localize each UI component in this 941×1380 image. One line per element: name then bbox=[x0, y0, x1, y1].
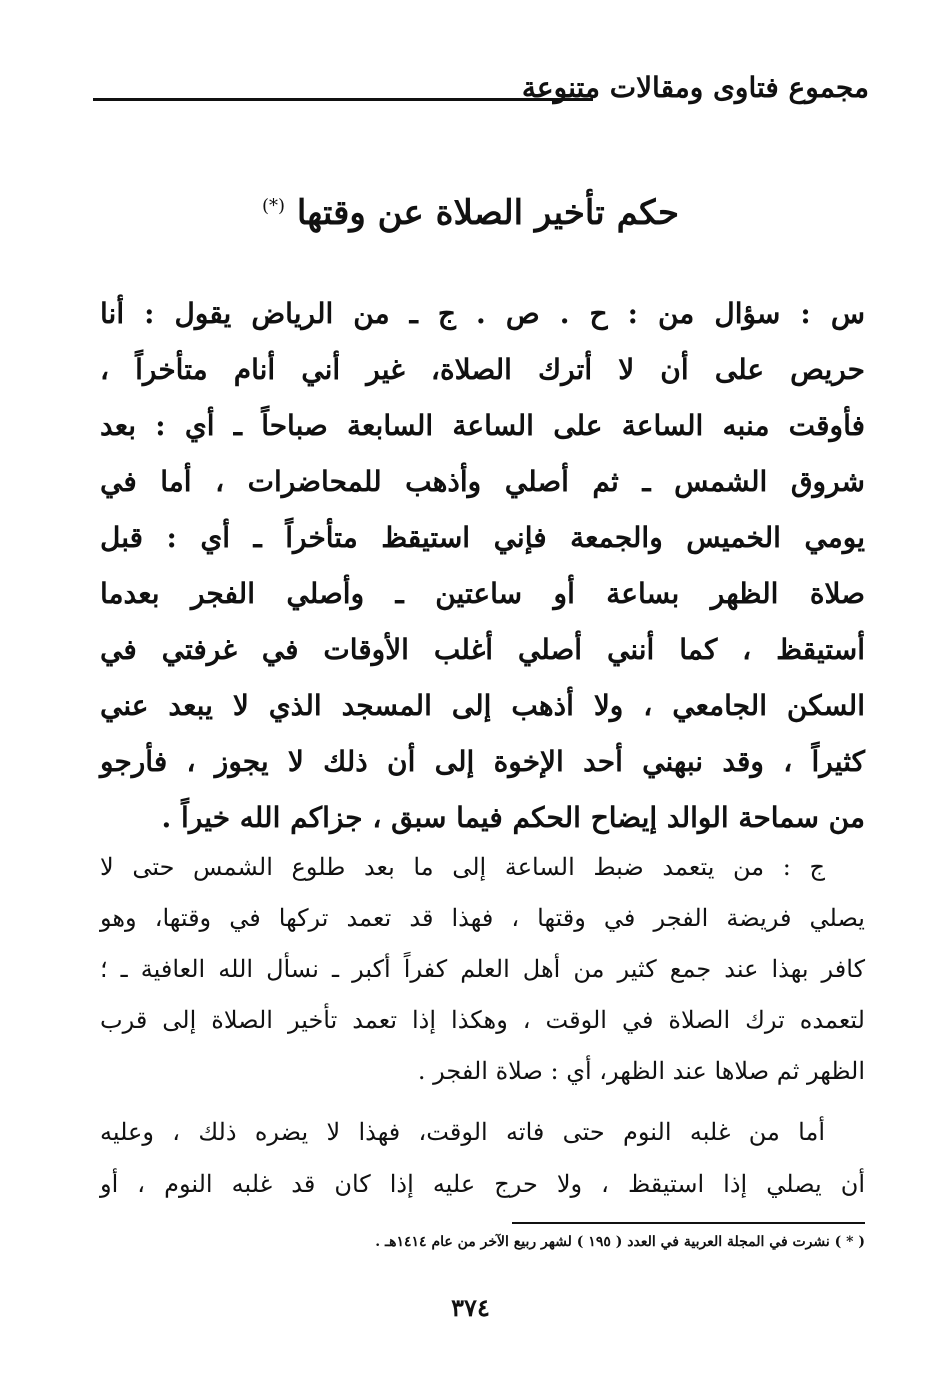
header-rule bbox=[93, 98, 593, 101]
answer-line: ج : من يتعمد ضبط الساعة إلى ما بعد طلوع الشمس حتى لا bbox=[100, 853, 825, 881]
continuation-line: أن يصلي إذا استيقظ ، ولا حرج عليه إذا كان قد غلبه النوم ، أو bbox=[100, 1170, 865, 1198]
running-header: مجموع فتاوى ومقالات متنوعة bbox=[521, 71, 869, 104]
question-line: أستيقظ ، كما أنني أصلي أغلب الأوقات في غرفتي في bbox=[100, 633, 865, 666]
footnote: ( * ) نشرت في المجلة العربية في العدد ( ١٩٥ ) لشهر ربيع الآخر من عام ١٤١٤هـ . bbox=[375, 1234, 865, 1250]
question-line: فأوقت منبه الساعة على الساعة السابعة صباحاً ـ أي : بعد bbox=[100, 409, 865, 442]
question-line: يومي الخميس والجمعة فإني استيقظ متأخراً ـ أي : قبل bbox=[100, 521, 865, 554]
question-line: حريص على أن لا أترك الصلاة، غير أني أنام متأخراً ، bbox=[100, 353, 865, 386]
question-line: كثيراً ، وقد نبهني أحد الإخوة إلى أن ذلك لا يجوز ، فأرجو bbox=[100, 745, 865, 778]
answer-line: الظهر ثم صلاها عند الظهر، أي : صلاة الفجر . bbox=[417, 1057, 865, 1085]
answer-line: يصلي فريضة الفجر في وقتها ، فهذا قد تعمد تركها في وقتها، وهو bbox=[100, 904, 865, 932]
question-line: س : سؤال من : ح . ص . ج ـ من الرياض يقول : أنا bbox=[100, 297, 865, 330]
footnote-rule bbox=[512, 1222, 865, 1224]
page-number: ٣٧٤ bbox=[451, 1293, 490, 1322]
answer-line: لتعمده ترك الصلاة في الوقت ، وهكذا إذا تعمد تأخير الصلاة إلى قرب bbox=[100, 1006, 865, 1034]
question-line: صلاة الظهر بساعة أو ساعتين ـ وأصلي الفجر بعدما bbox=[100, 577, 865, 610]
continuation-line: أما من غلبه النوم حتى فاته الوقت، فهذا لا يضره ذلك ، وعليه bbox=[100, 1118, 825, 1146]
title-footnote-mark: (*) bbox=[261, 195, 286, 217]
question-line: شروق الشمس ـ ثم أصلي وأذهب للمحاضرات ، أما في bbox=[100, 465, 865, 498]
question-line: من سماحة الوالد إيضاح الحكم فيما سبق ، جزاكم الله خيراً . bbox=[161, 801, 865, 834]
question-line: السكن الجامعي ، ولا أذهب إلى المسجد الذي لا يبعد عني bbox=[100, 689, 865, 722]
answer-line: كافر بهذا عند جمع كثير من أهل العلم كفراً أكبر ـ نسأل الله العافية ـ ؛ bbox=[100, 955, 865, 983]
title-text: حكم تأخير الصلاة عن وقتها bbox=[296, 193, 680, 233]
page-title bbox=[0, 193, 941, 233]
